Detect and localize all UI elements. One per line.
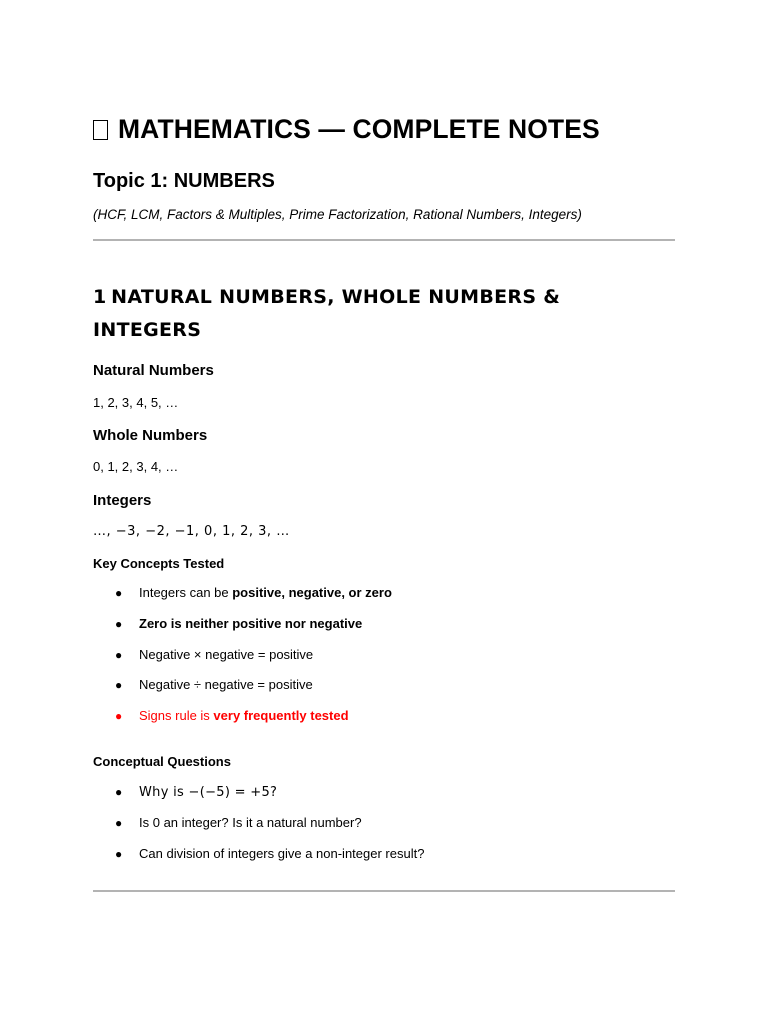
topic-subtitle: (HCF, LCM, Factors & Multiples, Prime Factorization, Rational Numbers, Integers): [93, 207, 582, 222]
bullet-icon: ●: [115, 785, 123, 799]
conceptual-questions-heading: Conceptual Questions: [93, 754, 231, 769]
document-page: [93, 0, 675, 1024]
key-concepts-heading: Key Concepts Tested: [93, 556, 225, 571]
bullet-icon: ●: [115, 678, 123, 692]
document-title-text: MATHEMATICS — COMPLETE NOTES: [118, 114, 600, 144]
integers-sequence: …, −3, −2, −1, 0, 1, 2, 3, …: [93, 524, 290, 539]
whole-numbers-heading: Whole Numbers: [93, 427, 208, 444]
integers-heading: Integers: [93, 492, 152, 509]
document-title: [93, 114, 600, 145]
divider-bottom: [93, 890, 675, 892]
key-concept-item-highlighted: ● Signs rule is very frequently tested: [115, 708, 349, 723]
key-concept-item: ● Zero is neither positive nor negative: [115, 616, 363, 631]
natural-numbers-sequence: 1, 2, 3, 4, 5, …: [93, 395, 179, 410]
missing-glyph-box-icon: [93, 120, 108, 140]
key-concept-item: ● Negative ÷ negative = positive: [115, 677, 313, 692]
question-item: ● Is 0 an integer? Is it a natural number?: [115, 815, 362, 830]
bullet-icon: ●: [115, 617, 123, 631]
topic-title: Topic 1: NUMBERS: [93, 170, 275, 192]
section-number: 1: [93, 286, 105, 308]
bullet-icon: ●: [115, 709, 123, 723]
key-concept-item: ● Integers can be positive, negative, or zero: [115, 585, 392, 600]
bullet-icon: ●: [115, 648, 123, 662]
key-concept-item: ● Negative × negative = positive: [115, 647, 314, 662]
question-item: ● Why is −(−5) = +5?: [115, 785, 278, 800]
whole-numbers-sequence: 0, 1, 2, 3, 4, …: [93, 459, 179, 474]
bullet-icon: ●: [115, 847, 123, 861]
question-item: ● Can division of integers give a non-integer result?: [115, 846, 425, 861]
section-heading-text: NATURAL NUMBERS, WHOLE NUMBERS & INTEGERS: [93, 286, 561, 341]
bullet-icon: ●: [115, 586, 123, 600]
section-heading: [93, 281, 653, 347]
natural-numbers-heading: Natural Numbers: [93, 362, 214, 379]
divider-top: [93, 239, 675, 241]
bullet-icon: ●: [115, 816, 123, 830]
